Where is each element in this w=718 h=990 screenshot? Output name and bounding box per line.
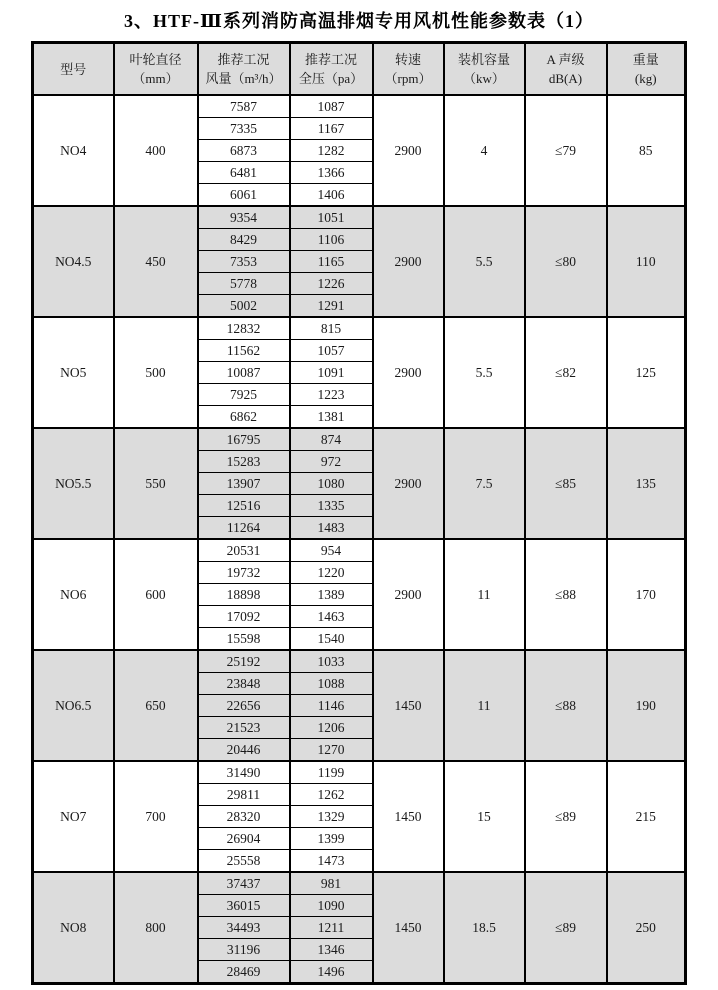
table-row <box>33 872 686 895</box>
pressure-cell: 1090 <box>290 895 373 917</box>
diameter-cell: 650 <box>114 650 198 761</box>
model-block-5 <box>33 650 686 761</box>
pressure-cell: 1389 <box>290 584 373 606</box>
pressure-cell: 972 <box>290 451 373 473</box>
weight-cell: 250 <box>607 872 686 984</box>
model-cell: NO5.5 <box>33 428 114 539</box>
airflow-cell: 7587 <box>198 95 290 118</box>
airflow-cell: 20446 <box>198 739 290 762</box>
airflow-cell: 29811 <box>198 784 290 806</box>
model-cell: NO7 <box>33 761 114 872</box>
noise-cell: ≤79 <box>525 95 607 206</box>
header-power <box>444 43 525 96</box>
power-cell: 7.5 <box>444 428 525 539</box>
table-row <box>33 317 686 340</box>
pressure-cell: 1381 <box>290 406 373 429</box>
table-row <box>33 761 686 784</box>
diameter-cell: 800 <box>114 872 198 984</box>
model-block-2 <box>33 317 686 428</box>
header-label: 推荐工况 <box>217 52 270 67</box>
model-block-7 <box>33 872 686 984</box>
pressure-cell: 1051 <box>290 206 373 229</box>
rpm-cell: 2900 <box>373 317 444 428</box>
header-rpm <box>373 43 444 96</box>
power-cell: 5.5 <box>444 206 525 317</box>
noise-cell: ≤82 <box>525 317 607 428</box>
weight-cell: 110 <box>607 206 686 317</box>
pressure-cell: 1057 <box>290 340 373 362</box>
rpm-cell: 2900 <box>373 206 444 317</box>
pressure-cell: 1406 <box>290 184 373 207</box>
table-row <box>33 539 686 562</box>
model-cell: NO4.5 <box>33 206 114 317</box>
airflow-cell: 5002 <box>198 295 290 318</box>
header-label: 推荐工况 <box>304 52 357 67</box>
airflow-cell: 7335 <box>198 118 290 140</box>
diameter-cell: 500 <box>114 317 198 428</box>
airflow-cell: 5778 <box>198 273 290 295</box>
airflow-cell: 13907 <box>198 473 290 495</box>
table-header-row <box>33 43 686 96</box>
pressure-cell: 1473 <box>290 850 373 873</box>
pressure-cell: 1483 <box>290 517 373 540</box>
model-block-0 <box>33 95 686 206</box>
model-cell: NO8 <box>33 872 114 984</box>
airflow-cell: 7925 <box>198 384 290 406</box>
airflow-cell: 28469 <box>198 961 290 984</box>
weight-cell: 135 <box>607 428 686 539</box>
header-diameter <box>114 43 198 96</box>
airflow-cell: 6061 <box>198 184 290 207</box>
airflow-cell: 37437 <box>198 872 290 895</box>
diameter-cell: 450 <box>114 206 198 317</box>
power-cell: 11 <box>444 539 525 650</box>
airflow-cell: 6873 <box>198 140 290 162</box>
airflow-cell: 9354 <box>198 206 290 229</box>
table-row <box>33 650 686 673</box>
pressure-cell: 1087 <box>290 95 373 118</box>
power-cell: 11 <box>444 650 525 761</box>
diameter-cell: 600 <box>114 539 198 650</box>
diameter-cell: 550 <box>114 428 198 539</box>
airflow-cell: 20531 <box>198 539 290 562</box>
power-cell: 15 <box>444 761 525 872</box>
airflow-cell: 26904 <box>198 828 290 850</box>
model-block-3 <box>33 428 686 539</box>
pressure-cell: 815 <box>290 317 373 340</box>
pressure-cell: 1088 <box>290 673 373 695</box>
pressure-cell: 1335 <box>290 495 373 517</box>
pressure-cell: 1080 <box>290 473 373 495</box>
airflow-cell: 16795 <box>198 428 290 451</box>
model-cell: NO6 <box>33 539 114 650</box>
header-label: (kg) <box>634 71 657 86</box>
weight-cell: 125 <box>607 317 686 428</box>
pressure-cell: 1346 <box>290 939 373 961</box>
power-cell: 4 <box>444 95 525 206</box>
noise-cell: ≤89 <box>525 761 607 872</box>
airflow-cell: 36015 <box>198 895 290 917</box>
airflow-cell: 8429 <box>198 229 290 251</box>
airflow-cell: 12516 <box>198 495 290 517</box>
noise-cell: ≤85 <box>525 428 607 539</box>
rpm-cell: 2900 <box>373 428 444 539</box>
header-label: （mm） <box>132 71 179 86</box>
weight-cell: 215 <box>607 761 686 872</box>
header-pressure <box>290 43 373 96</box>
pressure-cell: 1033 <box>290 650 373 673</box>
table-row <box>33 206 686 229</box>
airflow-cell: 11264 <box>198 517 290 540</box>
header-model <box>33 43 114 96</box>
rpm-cell: 1450 <box>373 650 444 761</box>
airflow-cell: 11562 <box>198 340 290 362</box>
header-label: 叶轮直径 <box>129 52 182 67</box>
pressure-cell: 1291 <box>290 295 373 318</box>
pressure-cell: 1165 <box>290 251 373 273</box>
pressure-cell: 981 <box>290 872 373 895</box>
header-label: A 声级 <box>546 52 585 67</box>
airflow-cell: 21523 <box>198 717 290 739</box>
airflow-cell: 28320 <box>198 806 290 828</box>
pressure-cell: 1223 <box>290 384 373 406</box>
pressure-cell: 1496 <box>290 961 373 984</box>
weight-cell: 85 <box>607 95 686 206</box>
airflow-cell: 12832 <box>198 317 290 340</box>
noise-cell: ≤88 <box>525 539 607 650</box>
pressure-cell: 1199 <box>290 761 373 784</box>
airflow-cell: 6862 <box>198 406 290 429</box>
pressure-cell: 954 <box>290 539 373 562</box>
airflow-cell: 22656 <box>198 695 290 717</box>
noise-cell: ≤89 <box>525 872 607 984</box>
airflow-cell: 34493 <box>198 917 290 939</box>
airflow-cell: 31196 <box>198 939 290 961</box>
model-cell: NO4 <box>33 95 114 206</box>
model-cell: NO6.5 <box>33 650 114 761</box>
pressure-cell: 1220 <box>290 562 373 584</box>
header-label: 重量 <box>632 52 659 67</box>
header-label: 风量（m³/h） <box>205 71 282 86</box>
noise-cell: ≤80 <box>525 206 607 317</box>
header-label: 型号 <box>60 61 87 77</box>
pressure-cell: 1106 <box>290 229 373 251</box>
header-label: dB(A) <box>548 71 583 86</box>
weight-cell: 170 <box>607 539 686 650</box>
pressure-cell: 1167 <box>290 118 373 140</box>
rpm-cell: 2900 <box>373 95 444 206</box>
model-block-6 <box>33 761 686 872</box>
pressure-cell: 1540 <box>290 628 373 651</box>
header-label: 转速 <box>394 52 421 67</box>
pressure-cell: 1262 <box>290 784 373 806</box>
airflow-cell: 18898 <box>198 584 290 606</box>
airflow-cell: 7353 <box>198 251 290 273</box>
rpm-cell: 2900 <box>373 539 444 650</box>
fan-performance-table <box>31 41 687 985</box>
diameter-cell: 400 <box>114 95 198 206</box>
header-label: （kw） <box>463 71 505 86</box>
noise-cell: ≤88 <box>525 650 607 761</box>
airflow-cell: 31490 <box>198 761 290 784</box>
pressure-cell: 1206 <box>290 717 373 739</box>
model-block-4 <box>33 539 686 650</box>
airflow-cell: 6481 <box>198 162 290 184</box>
page-title: 3、HTF-Ⅲ系列消防高温排烟专用风机性能参数表（1） <box>124 11 594 31</box>
header-noise <box>525 43 607 96</box>
pressure-cell: 1399 <box>290 828 373 850</box>
pressure-cell: 1226 <box>290 273 373 295</box>
airflow-cell: 17092 <box>198 606 290 628</box>
table-row <box>33 428 686 451</box>
airflow-cell: 25192 <box>198 650 290 673</box>
model-cell: NO5 <box>33 317 114 428</box>
airflow-cell: 19732 <box>198 562 290 584</box>
rpm-cell: 1450 <box>373 872 444 984</box>
airflow-cell: 23848 <box>198 673 290 695</box>
airflow-cell: 15598 <box>198 628 290 651</box>
pressure-cell: 1211 <box>290 917 373 939</box>
pressure-cell: 874 <box>290 428 373 451</box>
header-label: （rpm） <box>384 71 432 86</box>
airflow-cell: 25558 <box>198 850 290 873</box>
pressure-cell: 1091 <box>290 362 373 384</box>
header-airflow <box>198 43 290 96</box>
power-cell: 5.5 <box>444 317 525 428</box>
pressure-cell: 1282 <box>290 140 373 162</box>
diameter-cell: 700 <box>114 761 198 872</box>
table-row <box>33 95 686 118</box>
header-label: 装机容量 <box>457 52 510 67</box>
weight-cell: 190 <box>607 650 686 761</box>
power-cell: 18.5 <box>444 872 525 984</box>
pressure-cell: 1329 <box>290 806 373 828</box>
pressure-cell: 1146 <box>290 695 373 717</box>
header-label: 全压（pa） <box>298 71 364 86</box>
rpm-cell: 1450 <box>373 761 444 872</box>
header-weight <box>607 43 686 96</box>
airflow-cell: 15283 <box>198 451 290 473</box>
pressure-cell: 1366 <box>290 162 373 184</box>
airflow-cell: 10087 <box>198 362 290 384</box>
pressure-cell: 1463 <box>290 606 373 628</box>
model-block-1 <box>33 206 686 317</box>
pressure-cell: 1270 <box>290 739 373 762</box>
